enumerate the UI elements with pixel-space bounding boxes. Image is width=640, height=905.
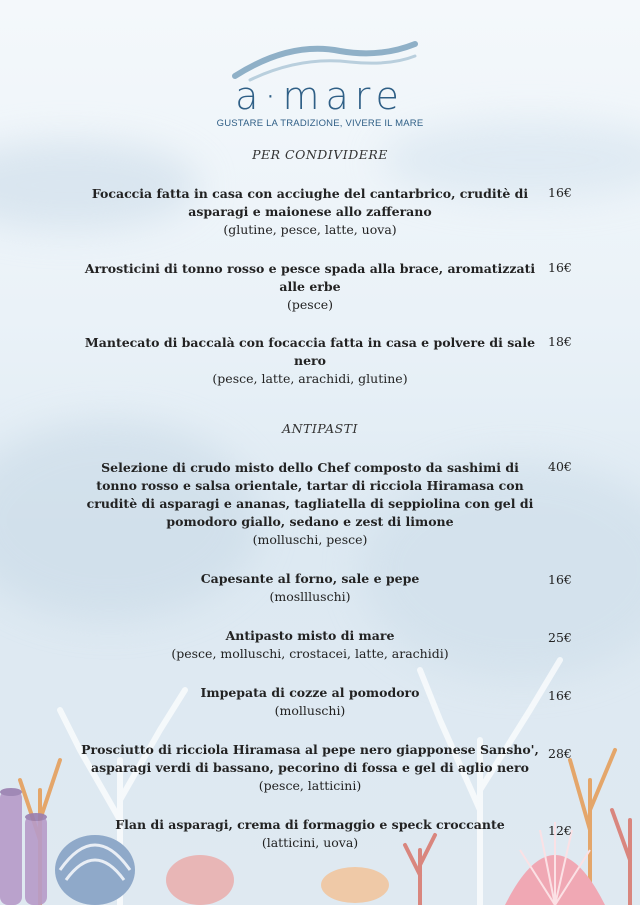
menu-item-name: Antipasto misto di mare xyxy=(225,628,395,643)
menu-item-name: Arrosticini di tonno rosso e pesce spada alla brace, aromatizzati alle erbe xyxy=(84,261,536,294)
menu-item xyxy=(80,816,540,852)
menu-item-price: 16€ xyxy=(548,260,572,275)
menu-item xyxy=(80,260,540,314)
menu-item-allergens: (molluschi) xyxy=(274,703,346,718)
menu-item xyxy=(80,684,540,720)
menu-item-name: Prosciutto di ricciola Hiramasa al pepe nero giapponese Sansho', asparagi verdi di bassano, pecorino di fossa e gel di aglio nero xyxy=(81,742,539,775)
menu-item-price: 16€ xyxy=(548,185,572,200)
menu-item-allergens: (pesce, latticini) xyxy=(258,778,362,793)
brand-tagline: GUSTARE LA TRADIZIONE, VIVERE IL MARE xyxy=(216,118,424,129)
menu-item-price: 12€ xyxy=(548,823,572,838)
menu-item-name: Focaccia fatta in casa con acciughe del cantarbrico, cruditè di asparagi e maionese allo zafferano xyxy=(91,186,529,219)
menu-item xyxy=(80,334,540,388)
coral-illustration xyxy=(0,560,640,905)
menu-item-allergens: (pesce) xyxy=(287,297,333,312)
menu-item-allergens: (molluschi, pesce) xyxy=(252,532,368,547)
menu-item-name: Capesante al forno, sale e pepe xyxy=(200,571,420,586)
menu-item-allergens: (glutine, pesce, latte, uova) xyxy=(223,222,397,237)
menu-item-allergens: (pesce, latte, arachidi, glutine) xyxy=(212,371,408,386)
menu-item xyxy=(80,627,540,663)
menu-item xyxy=(80,741,540,795)
menu-item xyxy=(80,570,540,606)
menu-item-price: 16€ xyxy=(548,572,572,587)
menu-item-name: Impepata di cozze al pomodoro xyxy=(200,685,420,700)
menu-item-name: Flan di asparagi, crema di formaggio e speck croccante xyxy=(115,817,505,832)
menu-item-price: 16€ xyxy=(548,688,572,703)
menu-item-price: 18€ xyxy=(548,334,572,349)
menu-item-allergens: (mosllluschi) xyxy=(269,589,351,604)
menu-item-name: Mantecato di baccalà con focaccia fatta in casa e polvere di sale nero xyxy=(84,335,536,368)
menu-item-price: 40€ xyxy=(548,459,572,474)
menu-item xyxy=(80,459,540,549)
menu-item xyxy=(80,185,540,239)
section-title-antipasti: ANTIPASTI xyxy=(282,421,358,436)
brand-logo: a·mare xyxy=(235,74,405,118)
menu-item-allergens: (latticini, uova) xyxy=(261,835,359,850)
menu-item-price: 25€ xyxy=(548,630,572,645)
menu-item-allergens: (pesce, molluschi, crostacei, latte, arachidi) xyxy=(171,646,449,661)
section-title-per-condividere: PER CONDIVIDERE xyxy=(252,147,388,162)
menu-item-price: 28€ xyxy=(548,746,572,761)
menu-item-name: Selezione di crudo misto dello Chef composto da sashimi di tonno rosso e salsa orientale, tartar di ricciola Hiramasa con cruditè di asparagi e ananas, tagliatella di seppiolina con gel di pomodoro giallo, sedano e zest di limone xyxy=(86,460,534,529)
